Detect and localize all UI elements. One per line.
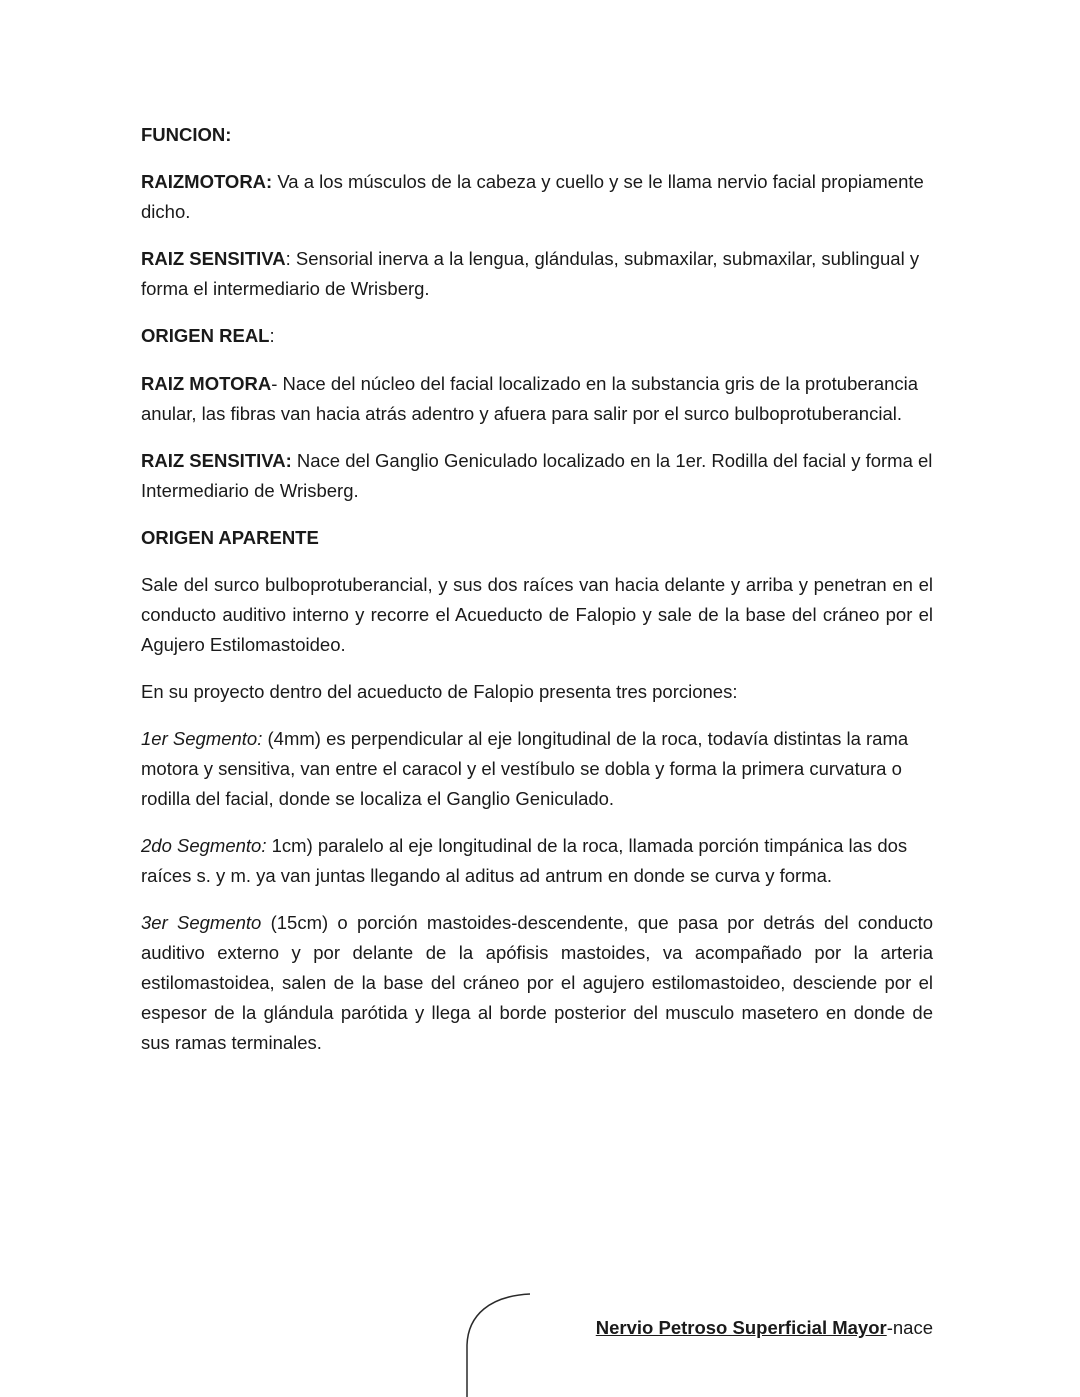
segmento-2-text: 1cm) paralelo al eje longitudinal de la roca, llamada porción timpánica las dos raíces s. y m. ya van juntas llegando al aditus ad antrum en donde se curva y forma.: [141, 835, 908, 887]
footer-nerve-label: Nervio Petroso Superficial Mayor: [595, 1317, 887, 1338]
funcion-heading: FUNCION:: [141, 124, 232, 145]
footer-note: [596, 1313, 933, 1343]
segmento-3-label: 3er Segmento: [141, 912, 262, 934]
raiz-sensitiva-origen-label: RAIZ SENSITIVA:: [141, 449, 292, 471]
origen-real-label: ORIGEN REAL: [141, 325, 270, 347]
raiz-motora-origen-label: RAIZ MOTORA: [141, 372, 272, 394]
origen-real-suffix: :: [269, 325, 275, 347]
curve-line: [467, 1294, 530, 1397]
raiz-motora-origen-text: - Nace del núcleo del facial localizado en la substancia gris de la protuberancia anular, las fibras van hacia atrás adentro y afuera para salir por el surco bulboprotuberancial.: [141, 372, 919, 424]
proyecto-paragraph: En su proyecto dentro del acueducto de Falopio presenta tres porciones:: [141, 681, 738, 703]
segmento-3-text: (15cm) o porción mastoides-descendente, que pasa por detrás del conducto auditivo externo y por delante de la apófisis mastoides, va acompañado por la arteria estilomastoidea, salen de la base del cráneo por el agujero estilomastoideo, desciende por el espesor de la glándula parótida y llega al borde posterior del musculo masetero en donde de sus ramas terminales.: [141, 912, 933, 1053]
segmento-2-label: 2do Segmento:: [141, 835, 267, 857]
raiz-motora-funcion-label: RAIZMOTORA:: [141, 171, 273, 193]
footer-nerve-suffix: -nace: [886, 1317, 933, 1338]
segmento-1-text: (4mm) es perpendicular al eje longitudinal de la roca, todavía distintas la rama motora y sensitiva, van entre el caracol y el vestíbulo se dobla y forma la primera curvatura o rodilla del facial, donde se localiza el Ganglio Geniculado.: [141, 728, 909, 810]
segmento-1-label: 1er Segmento:: [141, 728, 263, 750]
raiz-motora-funcion-text: Va a los músculos de la cabeza y cuello y se le llama nervio facial propiamente dicho.: [141, 171, 924, 223]
origen-aparente-heading: ORIGEN APARENTE: [141, 526, 319, 548]
raiz-sensitiva-funcion-text: : Sensorial inerva a la lengua, glándulas, submaxilar, submaxilar, sublingual y forma el intermediario de Wrisberg.: [141, 248, 920, 300]
raiz-sensitiva-funcion-label: RAIZ SENSITIVA: [141, 248, 286, 270]
origen-aparente-paragraph: Sale del surco bulboprotuberancial, y sus dos raíces van hacia delante y arriba y penetran en el conducto auditivo interno y recorre el Acueducto de Falopio y sale de la base del cráneo por el Agujero Estilomastoideo.: [141, 574, 933, 655]
raiz-sensitiva-origen-text: Nace del Ganglio Geniculado localizado en la 1er. Rodilla del facial y forma el Intermediario de Wrisberg.: [141, 449, 933, 501]
